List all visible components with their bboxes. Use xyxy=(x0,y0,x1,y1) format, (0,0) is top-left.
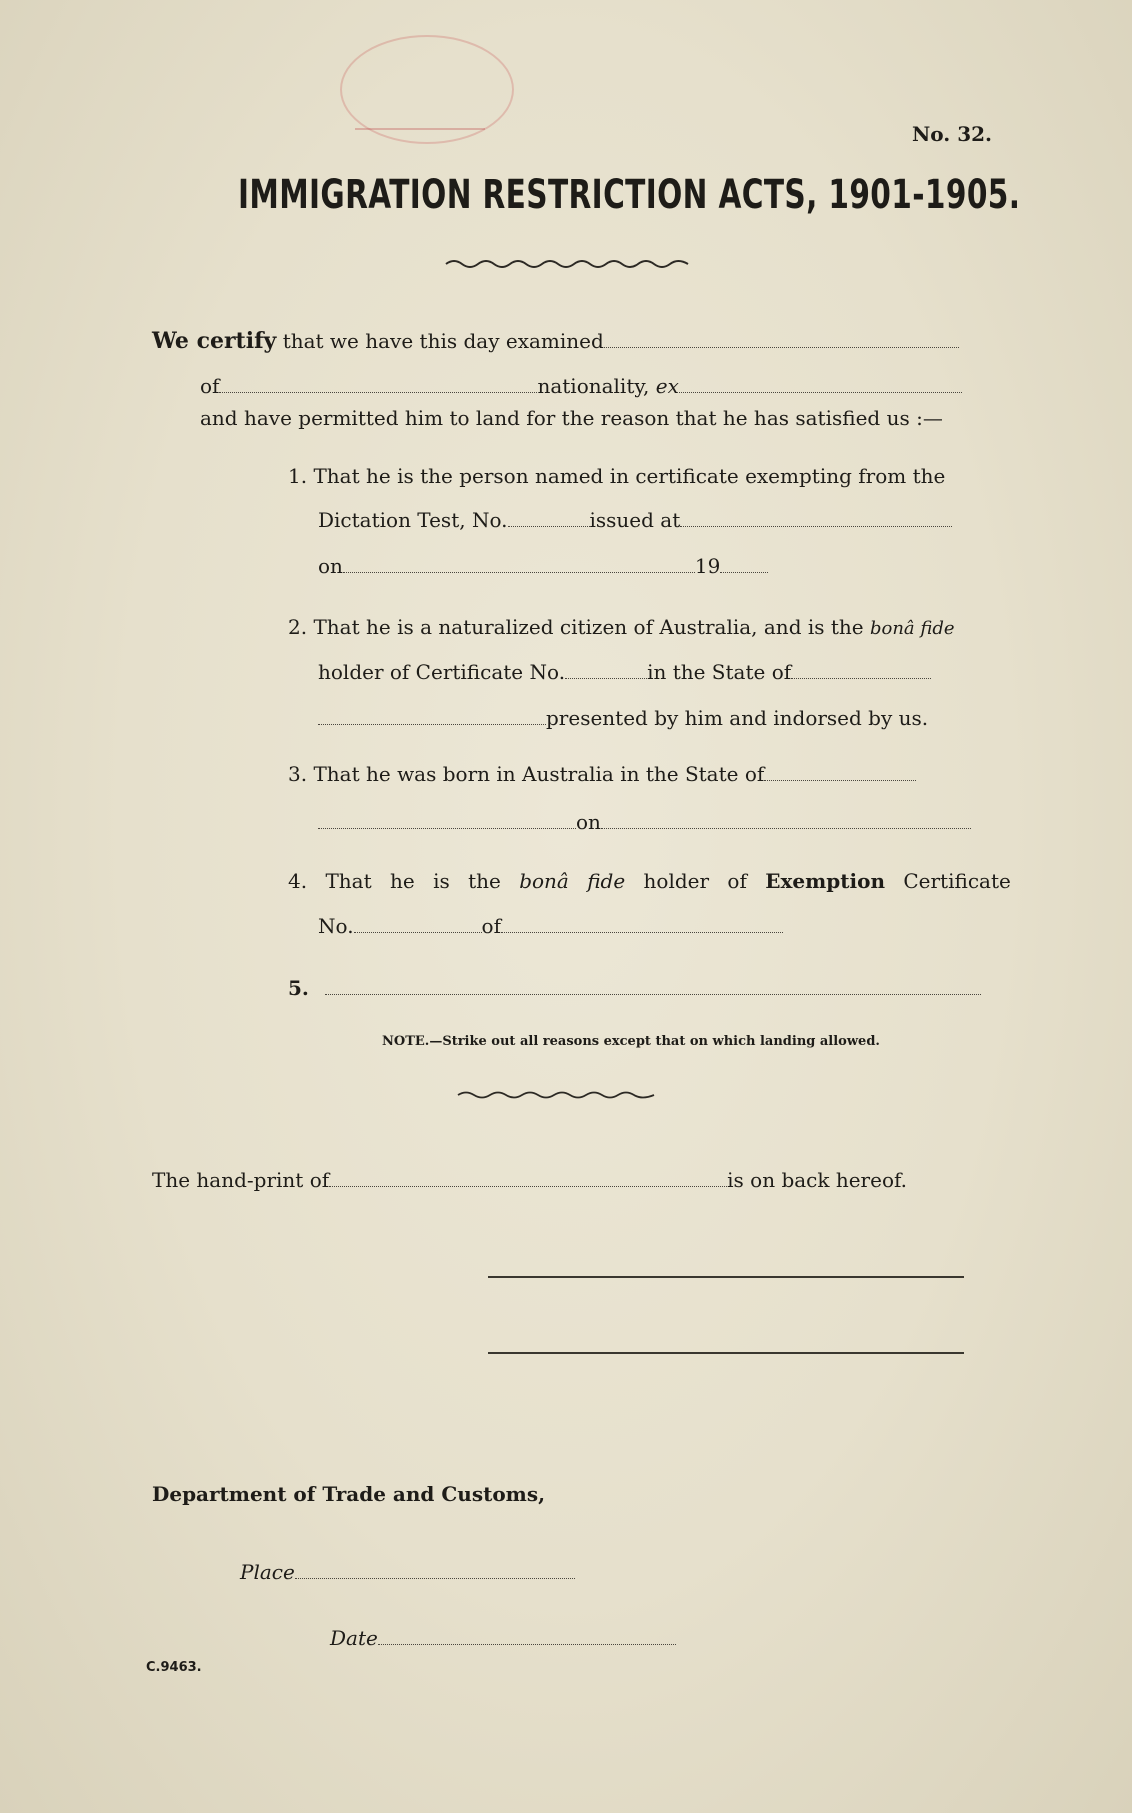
reason-3-text: That he was born in Australia in the State of xyxy=(313,762,765,786)
reason-4-bona-fide: bonâ fide xyxy=(519,869,626,893)
reason-4-text-a: That he is the xyxy=(325,869,501,893)
reason-1-line-1 xyxy=(288,464,945,488)
reason-1-line-3 xyxy=(318,554,768,578)
date-label: Date xyxy=(330,1626,378,1650)
print-code: C.9463. xyxy=(146,1660,202,1675)
examined-blank xyxy=(604,346,959,348)
reason-4-number: 4. xyxy=(288,869,308,893)
faded-stamp-line xyxy=(355,128,485,130)
reason-5-number: 5. xyxy=(288,976,309,1000)
year-blank xyxy=(720,571,768,573)
form-title: IMMIGRATION RESTRICTION ACTS, 1901-1905. xyxy=(238,172,1021,218)
certificate-number-blank xyxy=(565,677,647,679)
handprint-blank xyxy=(329,1185,727,1187)
nationality-label: nationality, xyxy=(537,374,650,398)
reason-4-text-b: holder of xyxy=(643,869,747,893)
handprint-suffix: is on back hereof. xyxy=(727,1168,908,1192)
reason-3-line-2 xyxy=(318,810,971,834)
reason-2-line-3 xyxy=(318,706,928,730)
reason-2-line-2 xyxy=(318,660,931,684)
signature-line-1 xyxy=(488,1276,964,1278)
reason-2-number: 2. xyxy=(288,615,308,639)
reason-3-pre-blank xyxy=(318,827,576,829)
certificate-word: Certificate xyxy=(903,869,1011,893)
issued-at-label: issued at xyxy=(589,508,681,532)
date-line xyxy=(330,1626,676,1650)
ornament-divider-top xyxy=(444,256,694,272)
reason-1-date-blank xyxy=(343,571,695,573)
of-label: of xyxy=(200,374,220,398)
reason-4-of-label: of xyxy=(481,914,501,938)
intro-line-3: and have permitted him to land for the reason that he has satisfied us :— xyxy=(200,406,943,430)
certificate-no-label: holder of Certificate No. xyxy=(318,660,566,684)
we-certify-text: We certify xyxy=(152,328,277,354)
issued-at-blank xyxy=(680,525,952,527)
reason-2-bona-fide: bonâ fide xyxy=(869,618,955,639)
in-state-label: in the State of xyxy=(647,660,792,684)
presented-text: presented by him and indorsed by us. xyxy=(546,706,929,730)
reason-2-text: That he is a naturalized citizen of Australia, and is the xyxy=(313,615,864,639)
reason-1-line-2 xyxy=(318,508,952,532)
note-text: NOTE.—Strike out all reasons except that on which landing allowed. xyxy=(382,1034,880,1049)
intro-line-2 xyxy=(200,374,962,398)
department-text: Department of Trade and Customs, xyxy=(152,1482,546,1506)
reason-2-state-blank xyxy=(791,677,931,679)
place-blank xyxy=(295,1577,575,1579)
handprint-prefix: The hand-print of xyxy=(152,1168,330,1192)
reason-3-line-1 xyxy=(288,762,916,786)
year-prefix: 19 xyxy=(694,554,721,578)
reason-4-line-2 xyxy=(318,914,783,938)
reason-3-on-label: on xyxy=(576,810,601,834)
reason-3-date-blank xyxy=(601,827,971,829)
reason-5-blank xyxy=(325,993,981,995)
handprint-line xyxy=(152,1168,907,1192)
dictation-test-label: Dictation Test, No. xyxy=(318,508,508,532)
place-line xyxy=(240,1560,575,1584)
reason-1-number: 1. xyxy=(288,464,308,488)
of-blank xyxy=(219,391,537,393)
exemption-word: Exemption xyxy=(765,869,885,893)
reason-4-line-1 xyxy=(288,869,1011,893)
signature-line-2 xyxy=(488,1352,964,1354)
exemption-number-blank xyxy=(354,931,482,933)
reason-1-text: That he is the person named in certificate exempting from the xyxy=(313,464,946,488)
intro-examined-text: that we have this day examined xyxy=(282,329,604,353)
date-blank xyxy=(378,1643,676,1645)
place-label: Place xyxy=(240,1560,295,1584)
reason-5-line xyxy=(288,976,981,1000)
ex-label: ex xyxy=(655,374,679,398)
ex-blank xyxy=(679,391,962,393)
reason-3-number: 3. xyxy=(288,762,308,786)
presented-blank xyxy=(318,723,546,725)
reason-1-on-label: on xyxy=(318,554,343,578)
ornament-divider-bottom xyxy=(456,1088,660,1102)
reason-3-state-blank xyxy=(764,779,916,781)
form-number: No. 32. xyxy=(912,122,992,146)
reason-2-line-1 xyxy=(288,615,955,639)
intro-line-1 xyxy=(152,328,959,354)
exemption-of-blank xyxy=(501,931,783,933)
reason-4-no-label: No. xyxy=(318,914,354,938)
dictation-number-blank xyxy=(508,525,590,527)
